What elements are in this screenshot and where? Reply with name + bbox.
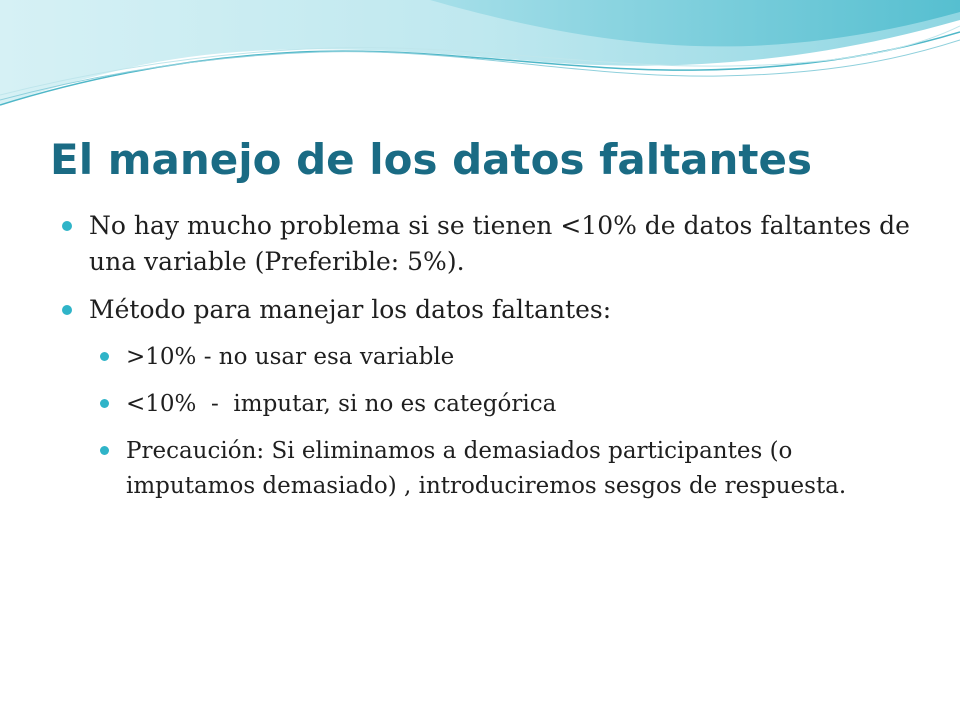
sub-bullet-item — [100, 387, 912, 422]
sub-bullet-item — [100, 434, 912, 504]
bullet-text: Método para manejar los datos faltantes: — [89, 295, 612, 324]
bullet-item — [62, 208, 912, 280]
bullet-dot-icon — [100, 446, 109, 455]
bullet-dot-icon — [100, 352, 109, 361]
bullet-text: No hay mucho problema si se tienen <10% de datos faltantes de una variable (Preferible: 5%). — [89, 211, 910, 276]
bullet-dot-icon — [100, 399, 109, 408]
slide-title: El manejo de los datos faltantes — [50, 135, 812, 184]
bullet-item — [62, 292, 912, 328]
bullet-dot-icon — [62, 305, 72, 315]
bullet-list — [62, 208, 912, 516]
sub-bullet-text: <10% - imputar, si no es categórica — [126, 391, 557, 417]
bullet-dot-icon — [62, 221, 72, 231]
sub-bullet-text: >10% - no usar esa variable — [126, 344, 455, 370]
header-wave-decoration — [0, 0, 960, 120]
sub-bullet-text: Precaución: Si eliminamos a demasiados participantes (o imputamos demasiado) , introduciremos sesgos de respuesta. — [126, 438, 847, 499]
sub-bullet-item — [100, 340, 912, 375]
